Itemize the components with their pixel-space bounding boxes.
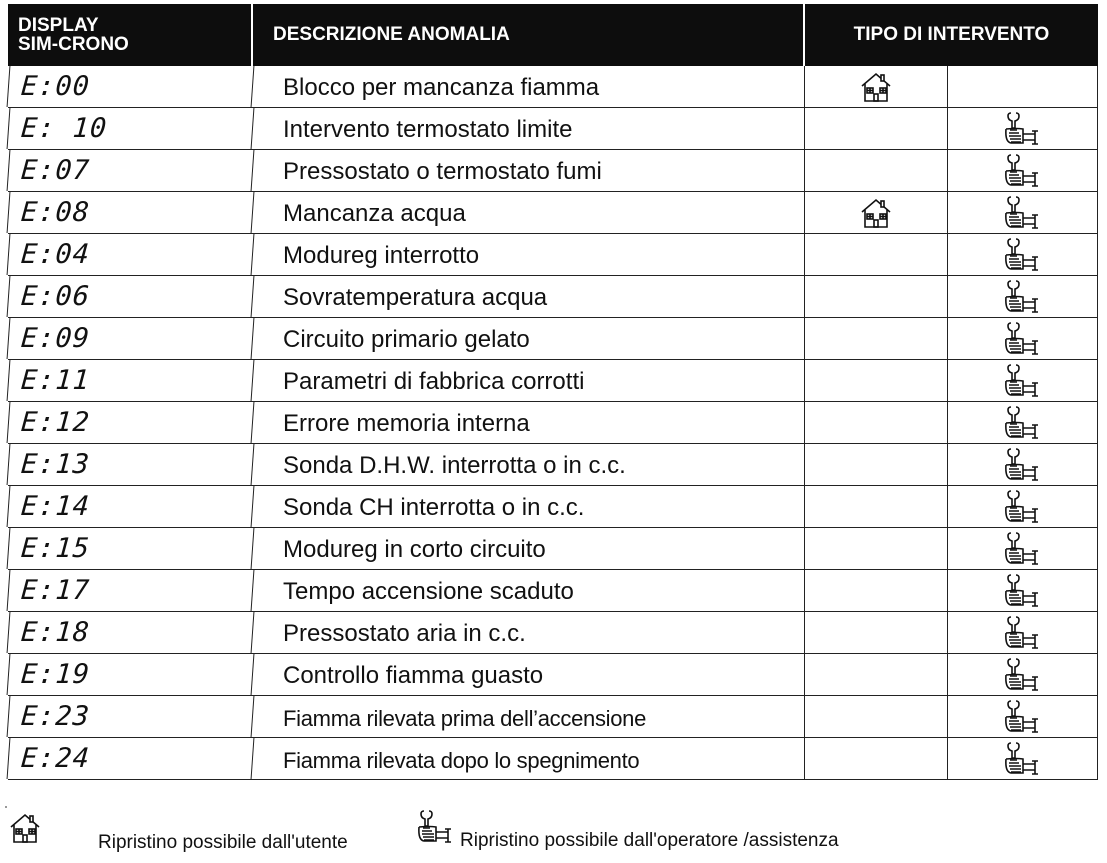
table-row: [8, 192, 1098, 234]
user-reset-cell: [805, 528, 948, 569]
error-code: E:11: [7, 360, 255, 401]
wrench-hand-icon: [1003, 490, 1043, 524]
wrench-hand-icon: [1003, 532, 1043, 566]
table-row: [8, 360, 1098, 402]
user-reset-cell: [805, 318, 948, 359]
legend: [8, 810, 1098, 860]
user-reset-cell: [805, 444, 948, 485]
table-row: [8, 234, 1098, 276]
error-code: E: 10: [7, 108, 255, 149]
service-reset-cell: [948, 654, 1098, 695]
wrench-hand-icon: [1003, 742, 1043, 776]
fault-description: Fiamma rilevata dopo lo spegnimento: [253, 738, 805, 779]
wrench-hand-icon: [1003, 154, 1043, 188]
service-reset-cell: [948, 402, 1098, 443]
user-reset-cell: [805, 192, 948, 233]
fault-description: Parametri di fabbrica corrotti: [253, 360, 805, 401]
table-row: [8, 612, 1098, 654]
fault-description: Controllo fiamma guasto: [253, 654, 805, 695]
error-code: E:00: [7, 66, 255, 107]
user-reset-cell: [805, 276, 948, 317]
service-reset-cell: [948, 318, 1098, 359]
wrench-hand-icon: [416, 810, 456, 844]
wrench-hand-icon: [1003, 112, 1043, 146]
house-icon: [859, 197, 893, 229]
service-reset-cell: [948, 276, 1098, 317]
service-reset-cell: [948, 234, 1098, 275]
error-code: E:15: [7, 528, 255, 569]
service-reset-cell: [948, 528, 1098, 569]
user-reset-cell: [805, 360, 948, 401]
wrench-hand-icon: [1003, 658, 1043, 692]
house-icon: [859, 71, 893, 103]
table-row: [8, 66, 1098, 108]
fault-description: Modureg in corto circuito: [253, 528, 805, 569]
wrench-hand-icon: [1003, 196, 1043, 230]
error-code: E:09: [7, 318, 255, 359]
fault-description: Blocco per mancanza fiamma: [253, 66, 805, 107]
table-row: [8, 528, 1098, 570]
fault-description: Tempo accensione scaduto: [253, 570, 805, 611]
wrench-hand-icon: [1003, 448, 1043, 482]
header-intervention: TIPO DI INTERVENTO: [853, 24, 1050, 45]
corner-mark: [5, 806, 7, 808]
error-code: E:06: [7, 276, 255, 317]
error-code: E:24: [7, 738, 255, 779]
user-reset-cell: [805, 654, 948, 695]
fault-description: Sonda D.H.W. interrotta o in c.c.: [253, 444, 805, 485]
error-code: E:08: [7, 192, 255, 233]
service-reset-cell: [948, 738, 1098, 779]
user-reset-cell: [805, 108, 948, 149]
table-row: [8, 108, 1098, 150]
service-reset-cell: [948, 360, 1098, 401]
fault-description: Sonda CH interrotta o in c.c.: [253, 486, 805, 527]
service-reset-cell: [948, 108, 1098, 149]
table-body: [8, 66, 1098, 780]
error-code: E:13: [7, 444, 255, 485]
error-code: E:17: [7, 570, 255, 611]
user-reset-cell: [805, 738, 948, 779]
error-code: E:04: [7, 234, 255, 275]
table-row: [8, 654, 1098, 696]
wrench-hand-icon: [1003, 574, 1043, 608]
service-reset-cell: [948, 570, 1098, 611]
wrench-hand-icon: [1003, 616, 1043, 650]
table-row: [8, 150, 1098, 192]
service-reset-cell: [948, 486, 1098, 527]
user-reset-cell: [805, 402, 948, 443]
error-code: E:18: [7, 612, 255, 653]
legend-service-text: Ripristino possibile dall'operatore /assistenza: [460, 830, 839, 851]
wrench-hand-icon: [1003, 322, 1043, 356]
fault-description: Errore memoria interna: [253, 402, 805, 443]
fault-description: Sovratemperatura acqua: [253, 276, 805, 317]
error-code: E:07: [7, 150, 255, 191]
service-reset-cell: [948, 444, 1098, 485]
user-reset-cell: [805, 696, 948, 737]
fault-description: Fiamma rilevata prima dell’accensione: [253, 696, 805, 737]
table-row: [8, 276, 1098, 318]
wrench-hand-icon: [1003, 364, 1043, 398]
error-code: E:12: [7, 402, 255, 443]
table-row: [8, 570, 1098, 612]
table-header: [8, 4, 1098, 66]
service-reset-cell: [948, 66, 1098, 107]
error-code: E:23: [7, 696, 255, 737]
user-reset-cell: [805, 486, 948, 527]
wrench-hand-icon: [1003, 238, 1043, 272]
user-reset-cell: [805, 612, 948, 653]
wrench-hand-icon: [1003, 406, 1043, 440]
service-reset-cell: [948, 696, 1098, 737]
service-reset-cell: [948, 612, 1098, 653]
user-reset-cell: [805, 66, 948, 107]
error-code: E:14: [7, 486, 255, 527]
table-row: [8, 486, 1098, 528]
legend-user-text: Ripristino possibile dall'utente: [98, 832, 348, 853]
fault-table: [8, 4, 1098, 780]
fault-description: Circuito primario gelato: [253, 318, 805, 359]
error-code: E:19: [7, 654, 255, 695]
fault-description: Mancanza acqua: [253, 192, 805, 233]
user-reset-cell: [805, 570, 948, 611]
table-row: [8, 444, 1098, 486]
fault-description: Pressostato o termostato fumi: [253, 150, 805, 191]
house-icon: [8, 812, 42, 844]
wrench-hand-icon: [1003, 280, 1043, 314]
fault-description: Pressostato aria in c.c.: [253, 612, 805, 653]
table-row: [8, 402, 1098, 444]
table-row: [8, 696, 1098, 738]
fault-description: Modureg interrotto: [253, 234, 805, 275]
user-reset-cell: [805, 234, 948, 275]
wrench-hand-icon: [1003, 700, 1043, 734]
table-row: [8, 738, 1098, 780]
service-reset-cell: [948, 150, 1098, 191]
fault-description: Intervento termostato limite: [253, 108, 805, 149]
header-description: DESCRIZIONE ANOMALIA: [253, 4, 805, 66]
service-reset-cell: [948, 192, 1098, 233]
header-display: DISPLAY SIM-CRONO: [8, 4, 253, 66]
user-reset-cell: [805, 150, 948, 191]
table-row: [8, 318, 1098, 360]
